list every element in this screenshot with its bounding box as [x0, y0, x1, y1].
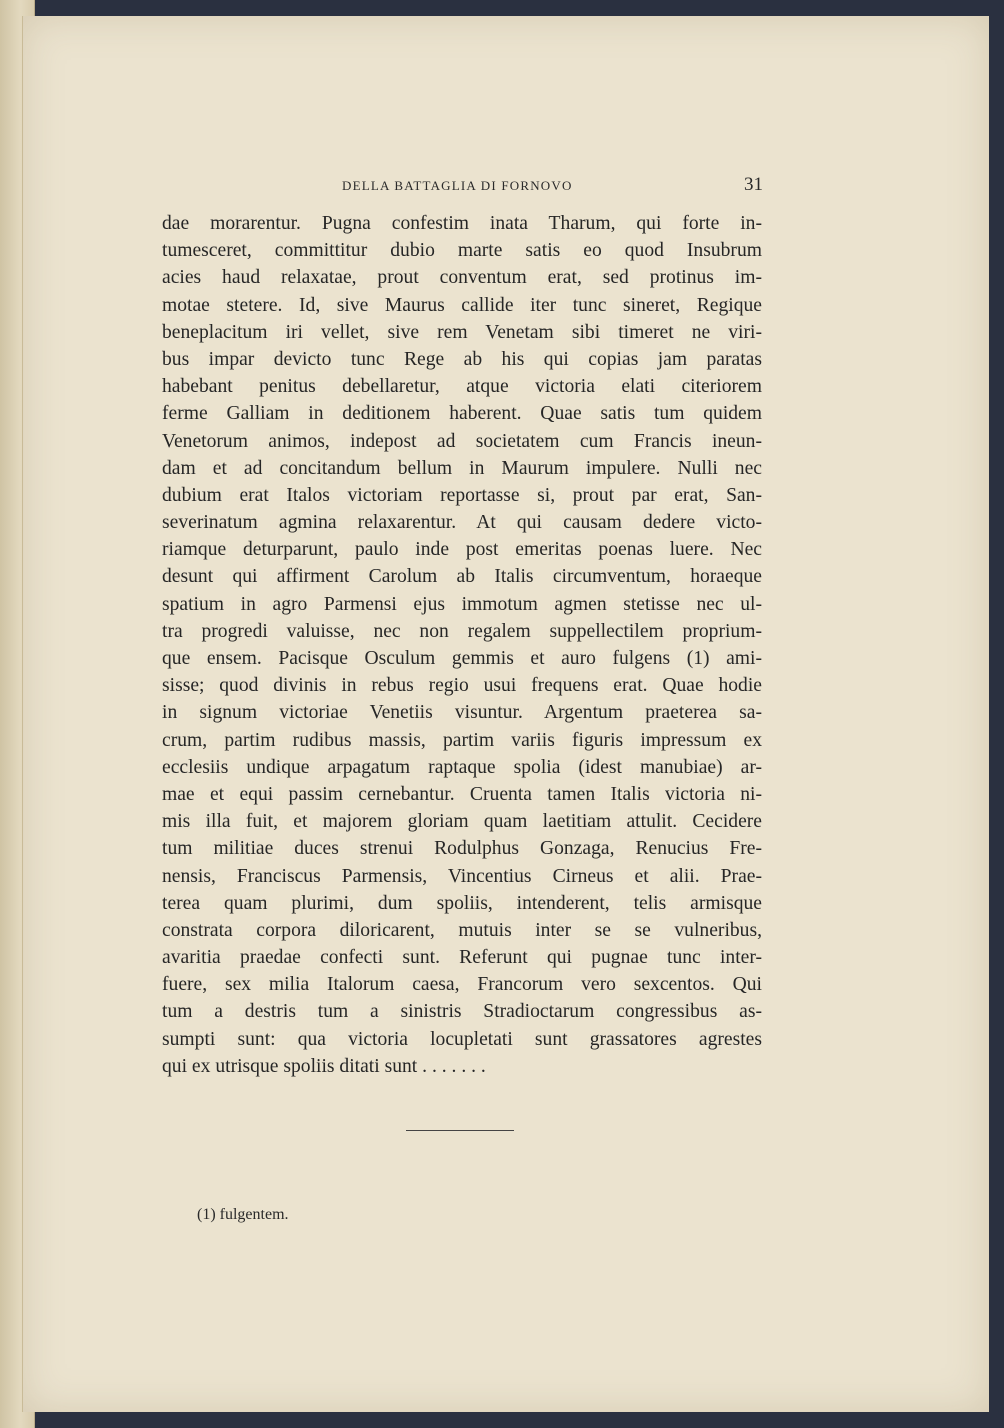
- text-line: habebant penitus debellaretur, atque victoria elati citeriorem: [162, 376, 762, 398]
- text-line: sumpti sunt: qua victoria locupletati sunt grassatores agrestes: [162, 1028, 762, 1050]
- text-line: tumesceret, committitur dubio marte satis eo quod Insubrum: [162, 240, 762, 262]
- text-line: desunt qui affirment Carolum ab Italis circumventum, horaeque: [162, 566, 762, 588]
- footnote-separator: [406, 1130, 514, 1131]
- text-line: acies haud relaxatae, prout conventum erat, sed protinus im-: [162, 267, 762, 289]
- text-line: fuere, sex milia Italorum caesa, Francorum vero sexcentos. Qui: [162, 974, 762, 996]
- book-page: [22, 16, 989, 1412]
- page-header: [23, 174, 989, 198]
- text-line: nensis, Franciscus Parmensis, Vincentius Cirneus et alii. Prae-: [162, 865, 762, 887]
- text-line: crum, partim rudibus massis, partim variis figuris impressum ex: [162, 729, 762, 751]
- text-line: dam et ad concitandum bellum in Maurum impulere. Nulli nec: [162, 457, 762, 479]
- text-line: Venetorum animos, indepost ad societatem cum Francis ineun-: [162, 430, 762, 452]
- text-line: ecclesiis undique arpagatum raptaque spolia (idest manubiae) ar-: [162, 756, 762, 778]
- page-number: 31: [744, 174, 763, 195]
- text-line: qui ex utrisque spoliis ditati sunt . . . . . . .: [162, 1055, 486, 1077]
- text-line: in signum victoriae Venetiis visuntur. Argentum praeterea sa-: [162, 702, 762, 724]
- text-line: tum militiae duces strenui Rodulphus Gonzaga, Renucius Fre-: [162, 838, 762, 860]
- text-line: terea quam plurimi, dum spoliis, intenderent, telis armisque: [162, 892, 762, 914]
- text-line: tum a destris tum a sinistris Stradioctarum congressibus as-: [162, 1001, 762, 1023]
- text-line: ferme Galliam in deditionem haberent. Quae satis tum quidem: [162, 403, 762, 425]
- text-line: avaritia praedae confecti sunt. Referunt qui pugnae tunc inter-: [162, 947, 762, 969]
- text-line: dae morarentur. Pugna confestim inata Tharum, qui forte in-: [162, 213, 762, 234]
- text-line: mis illa fuit, et majorem gloriam quam laetitiam attulit. Cecidere: [162, 811, 762, 833]
- body-text: [162, 210, 762, 1080]
- running-title: DELLA BATTAGLIA DI FORNOVO: [342, 178, 573, 193]
- footnote: (1) fulgentem.: [197, 1206, 289, 1223]
- text-line: tra progredi valuisse, nec non regalem suppellectilem proprium-: [162, 620, 762, 642]
- text-line: severinatum agmina relaxarentur. At qui causam dedere victo-: [162, 512, 762, 534]
- text-line: constrata corpora diloricarent, mutuis inter se se vulneribus,: [162, 919, 762, 941]
- text-line: beneplacitum iri vellet, sive rem Venetam sibi timeret ne viri-: [162, 321, 762, 343]
- text-line: sisse; quod divinis in rebus regio usui frequens erat. Quae hodie: [162, 675, 762, 697]
- text-line: mae et equi passim cernebantur. Cruenta tamen Italis victoria ni-: [162, 783, 762, 805]
- text-line: spatium in agro Parmensi ejus immotum agmen stetisse nec ul-: [162, 593, 762, 615]
- text-line: que ensem. Pacisque Osculum gemmis et auro fulgens (1) ami-: [162, 648, 762, 669]
- text-line: dubium erat Italos victoriam reportasse si, prout par erat, San-: [162, 484, 762, 506]
- text-line: bus impar devicto tunc Rege ab his qui copias jam paratas: [162, 348, 762, 370]
- text-line: motae stetere. Id, sive Maurus callide iter tunc sineret, Regique: [162, 294, 762, 316]
- text-line: riamque deturparunt, paulo inde post emeritas poenas luere. Nec: [162, 539, 762, 561]
